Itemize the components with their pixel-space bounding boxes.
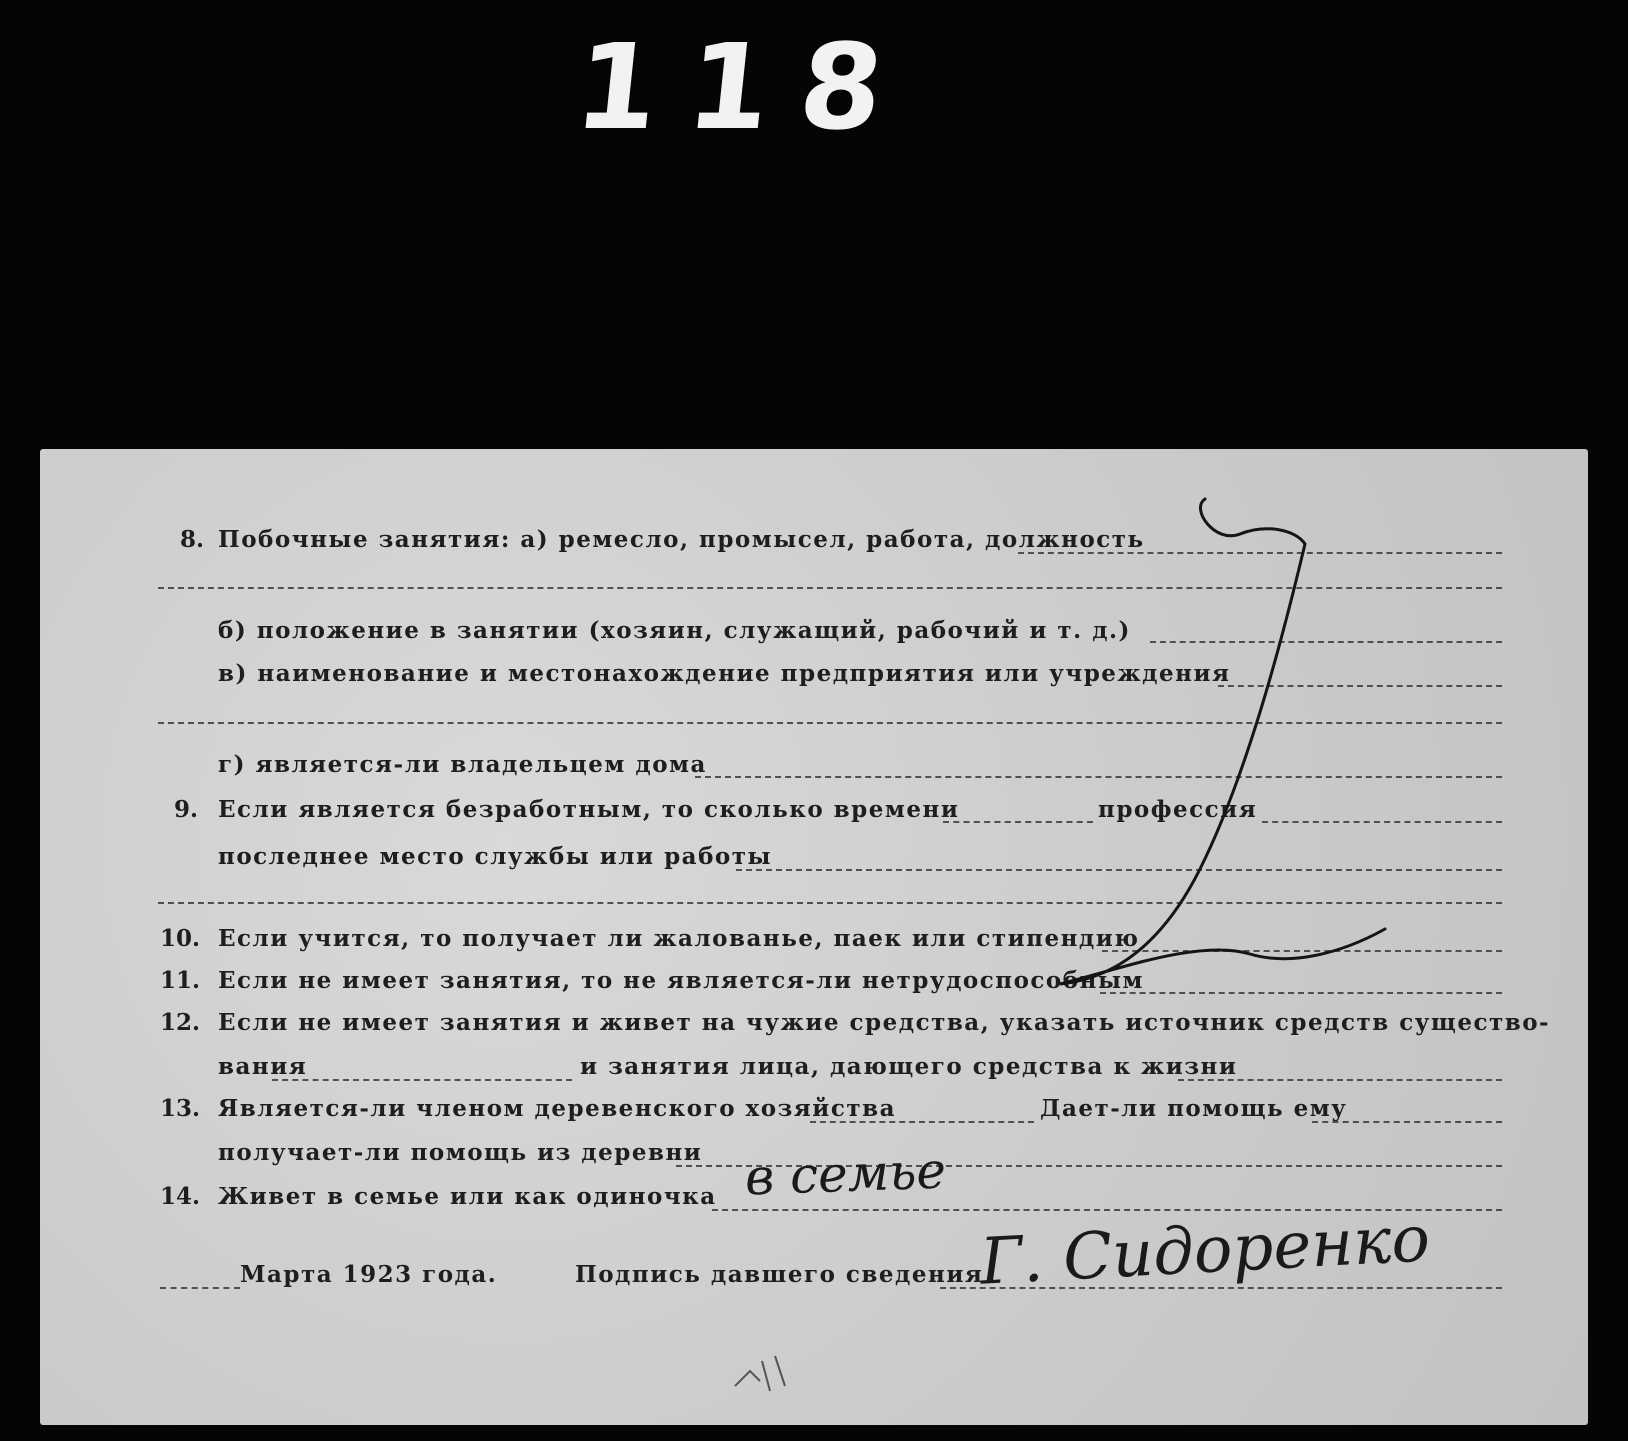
frame-number: 118 bbox=[568, 18, 920, 156]
faint-mark bbox=[730, 1341, 810, 1401]
q8v-answer-line-2 bbox=[158, 722, 1502, 724]
q9-last-job-line-2 bbox=[158, 902, 1502, 904]
q10-text: Если учится, то получает ли жалованье, паек или стипендию bbox=[218, 925, 1140, 952]
q14-text: Живет в семье или как одиночка bbox=[218, 1183, 717, 1210]
q12-source-line bbox=[272, 1079, 572, 1081]
q11-answer-line bbox=[1100, 992, 1502, 994]
q8b-text: б) положение в занятии (хозяин, служащий, рабочий и т. д.) bbox=[218, 617, 1131, 644]
q9-last-job-line bbox=[736, 869, 1502, 871]
census-card bbox=[40, 449, 1588, 1425]
q12-answer-line bbox=[1178, 1079, 1502, 1081]
q8a-answer-line-2 bbox=[158, 587, 1502, 589]
q14-number: 14. bbox=[160, 1183, 201, 1210]
q8v-text: в) наименование и местонахождение предприятия или учреждения bbox=[218, 660, 1231, 687]
signature-label: Подпись давшего сведения bbox=[575, 1261, 984, 1288]
q8a-text: Побочные занятия: а) ремесло, промысел, работа, должность bbox=[218, 526, 1145, 553]
signature-handwritten: Г. Сидоренко bbox=[978, 1202, 1432, 1300]
q12-text-2a: вания bbox=[218, 1053, 308, 1080]
q9-time-line bbox=[943, 821, 1093, 823]
q9-text-2: последнее место службы или работы bbox=[218, 843, 773, 870]
q9-profession-line bbox=[1262, 821, 1502, 823]
date-day-line bbox=[160, 1287, 240, 1289]
q9-text-b: профессия bbox=[1098, 796, 1258, 823]
q13-member-line bbox=[810, 1121, 1034, 1123]
q12-number: 12. bbox=[160, 1009, 201, 1036]
q10-number: 10. bbox=[160, 925, 201, 952]
q13-text-2: получает-ли помощь из деревни bbox=[218, 1139, 703, 1166]
q11-number: 11. bbox=[160, 967, 201, 994]
q13-text-1b: Дает-ли помощь ему bbox=[1040, 1095, 1348, 1122]
q10-answer-line bbox=[1102, 950, 1502, 952]
q12-text-2b: и занятия лица, дающего средства к жизни bbox=[580, 1053, 1238, 1080]
q8g-text: г) является-ли владельцем дома bbox=[218, 751, 707, 778]
q9-number: 9. bbox=[174, 796, 199, 823]
q8b-answer-line bbox=[1150, 641, 1502, 643]
q14-handwritten-answer: в семье bbox=[744, 1141, 947, 1207]
q8g-answer-line bbox=[695, 776, 1502, 778]
q13-help-line bbox=[1312, 1121, 1502, 1123]
q8-number: 8. bbox=[180, 526, 205, 553]
q8v-answer-line bbox=[1218, 685, 1502, 687]
footer-date: Марта 1923 года. bbox=[240, 1261, 498, 1288]
q8a-answer-line bbox=[1018, 552, 1502, 554]
q9-text-a: Если является безработным, то сколько времени bbox=[218, 796, 960, 823]
q13-text-1a: Является-ли членом деревенского хозяйства bbox=[218, 1095, 896, 1122]
q11-text: Если не имеет занятия, то не является-ли нетрудоспособным bbox=[218, 967, 1144, 994]
q12-text-1: Если не имеет занятия и живет на чужие средства, указать источник средств существо- bbox=[218, 1009, 1551, 1036]
q13-number: 13. bbox=[160, 1095, 201, 1122]
